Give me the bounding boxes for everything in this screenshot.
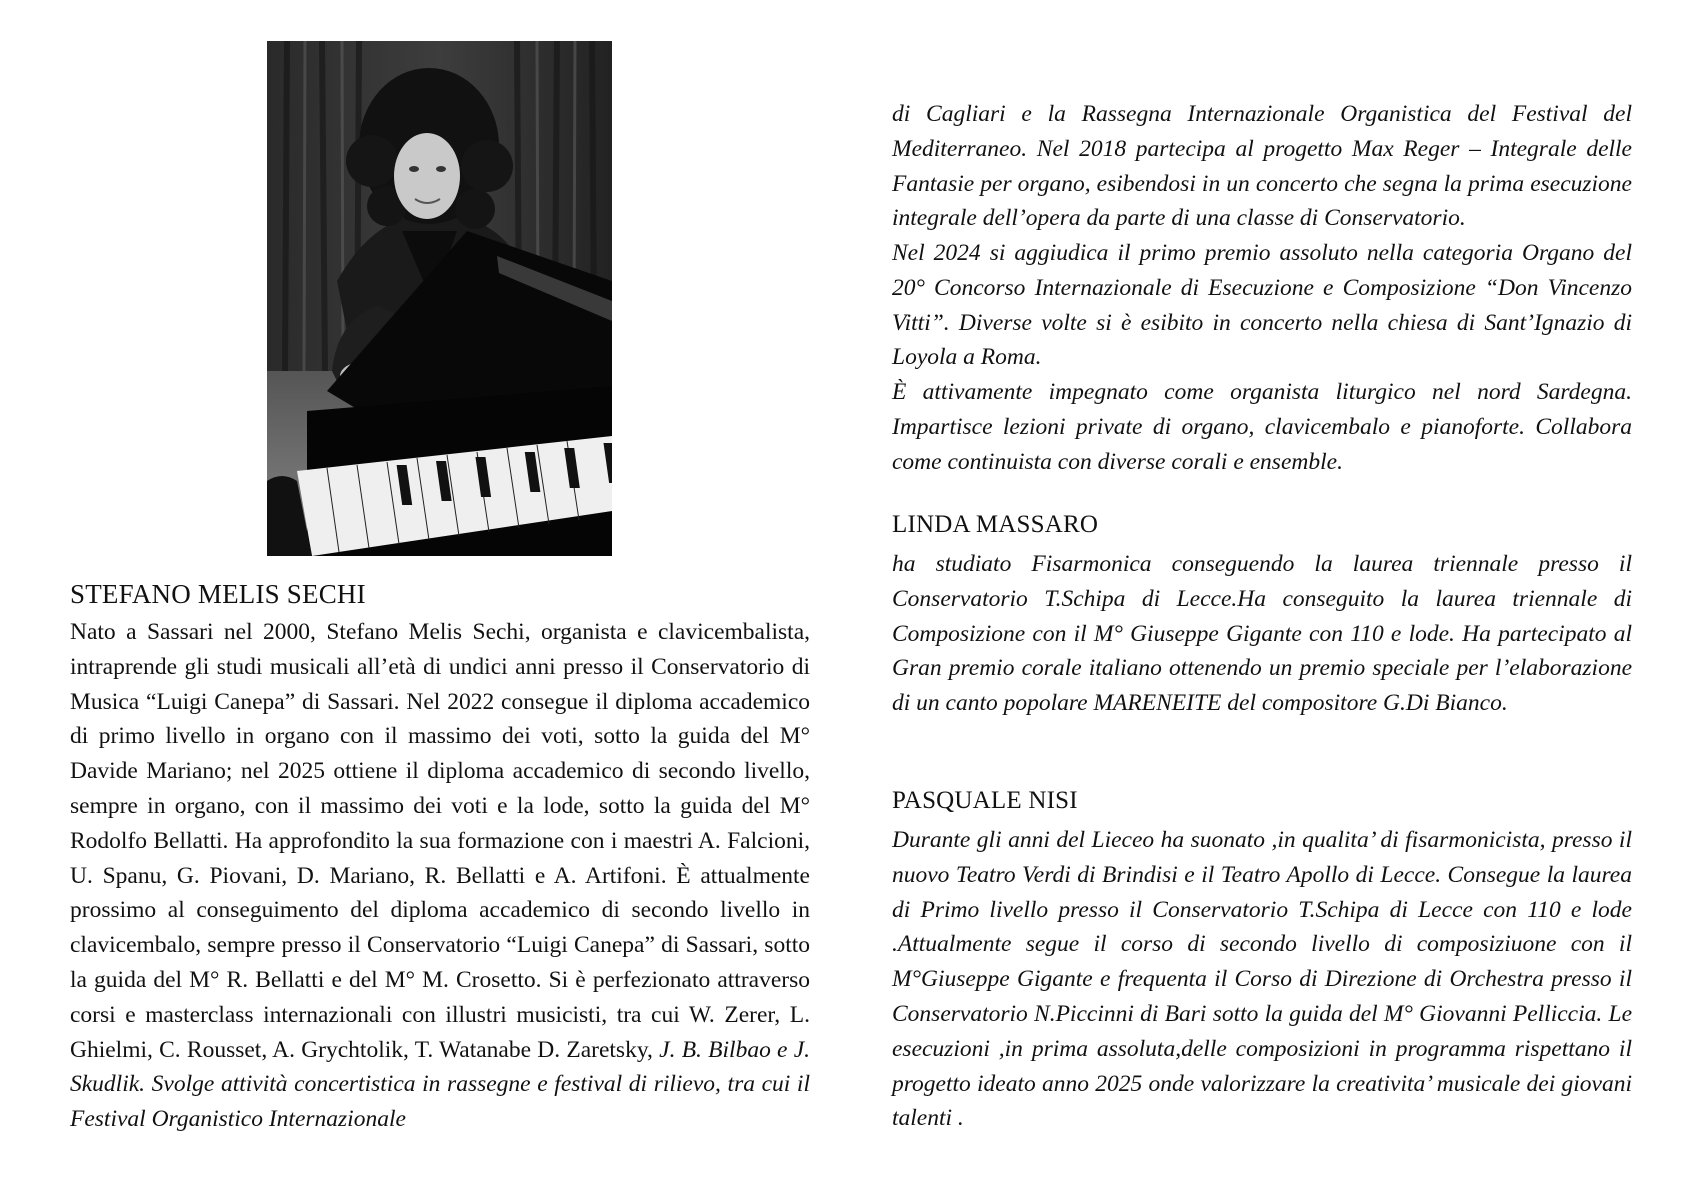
musician-name-pasquale: PASQUALE NISI — [892, 787, 1078, 814]
stefano-bio — [70, 615, 810, 1137]
stefano-bio-upright: Nato a Sassari nel 2000, Stefano Melis Sechi, organista e clavicembalista, intraprende gli studi musicali all’età di undici anni presso il Conservatorio di Musica “Luigi Canepa” di Sassari. Nel 2022 consegue il diploma accademico di primo livello in organo con il massimo dei voti, sotto la guida del M° Davide Mariano; nel 2025 ottiene il diploma accademico di secondo livello, sempre in organo, con il massimo dei voti e la lode, sotto la guida del M° Rodolfo Bellatti. Ha approfondito la sua formazione con i maestri A. Falcioni, U. Spanu, G. Piovani, D. Mariano, R. Bellatti e A. Artifoni. È attualmente prossimo al conseguimento del diploma accademico di secondo livello in clavicembalo, sempre presso il Conservatorio “Luigi Canepa” di Sassari, sotto la guida del M° R. Bellatti e del M° M. Crosetto. Si è perfezionato attraverso corsi e masterclass internazionali con illustri musicisti, tra cui W. Zerer, L. Ghielmi, C. Rousset, A. Grychtolik, T. Watanabe D. Zaretsky, — [70, 619, 810, 1063]
pasquale-bio: Durante gli anni del Lieceo ha suonato ,in qualita’ di fisarmonicista, presso il nuovo Teatro Verdi di Brindisi e il Teatro Apollo di Lecce. Consegue la laurea di Primo livello presso il Conservatorio T.Schipa di Lecce con 110 e lode .Attualmente segue il corso di secondo livello di composiziuone con il M°Giuseppe Gigante e frequenta il Corso di Direzione di Orchestra presso il Conservatorio N.Piccinni di Bari sotto la guida del M° Giovanni Pelliccia. Le esecuzioni ,in prima assoluta,delle composizioni in programma rispettano il progetto ideato anno 2025 onde valorizzare la creativita’ musicale dei giovani talenti . — [892, 827, 1632, 1132]
stefano-bio-continuation-2: Nel 2024 si aggiudica il primo premio assoluto nella categoria Organo del 20° Concorso Internazionale di Esecuzione e Composizione “Don Vincenzo Vitti”. Diverse volte si è esibito in concerto nella chiesa di Sant’Ignazio di Loyola a Roma. — [892, 240, 1632, 371]
portrait-photo-icon — [267, 41, 612, 556]
stefano-bio-continuation-3: È attivamente impegnato come organista liturgico nel nord Sardegna. Impartisce lezioni private di organo, clavicembalo e pianoforte. Collabora come continuista con diverse corali e ensemble. — [892, 379, 1632, 475]
portrait-photo — [267, 41, 612, 556]
musician-name-linda: LINDA MASSARO — [892, 511, 1099, 538]
stefano-bio-continuation: di Cagliari e la Rassegna Internazionale Organistica del Festival del Mediterraneo. Nel 2018 partecipa al progetto Max Reger – Integrale delle Fantasie per organo, esibendosi in un concerto che segna la prima esecuzione integrale dell’opera da parte di una classe di Conservatorio. — [892, 101, 1632, 232]
musician-name-stefano: STEFANO MELIS SECHI — [70, 579, 366, 609]
linda-bio: ha studiato Fisarmonica conseguendo la laurea triennale presso il Conservatorio T.Schipa di Lecce.Ha conseguito la laurea triennale di Composizione con il M° Giuseppe Gigante con 110 e lode. Ha partecipato al Gran premio corale italiano ottenendo un premio speciale per l’elaborazione di un canto popolare MARENEITE del compositore G.Di Bianco. — [892, 551, 1632, 717]
stefano-bio-italic: J. B. Bilbao e J. Skudlik. Svolge attività concertistica in rassegne e festival di rilievo, tra cui il Festival Organistico Internazionale — [70, 1036, 811, 1133]
